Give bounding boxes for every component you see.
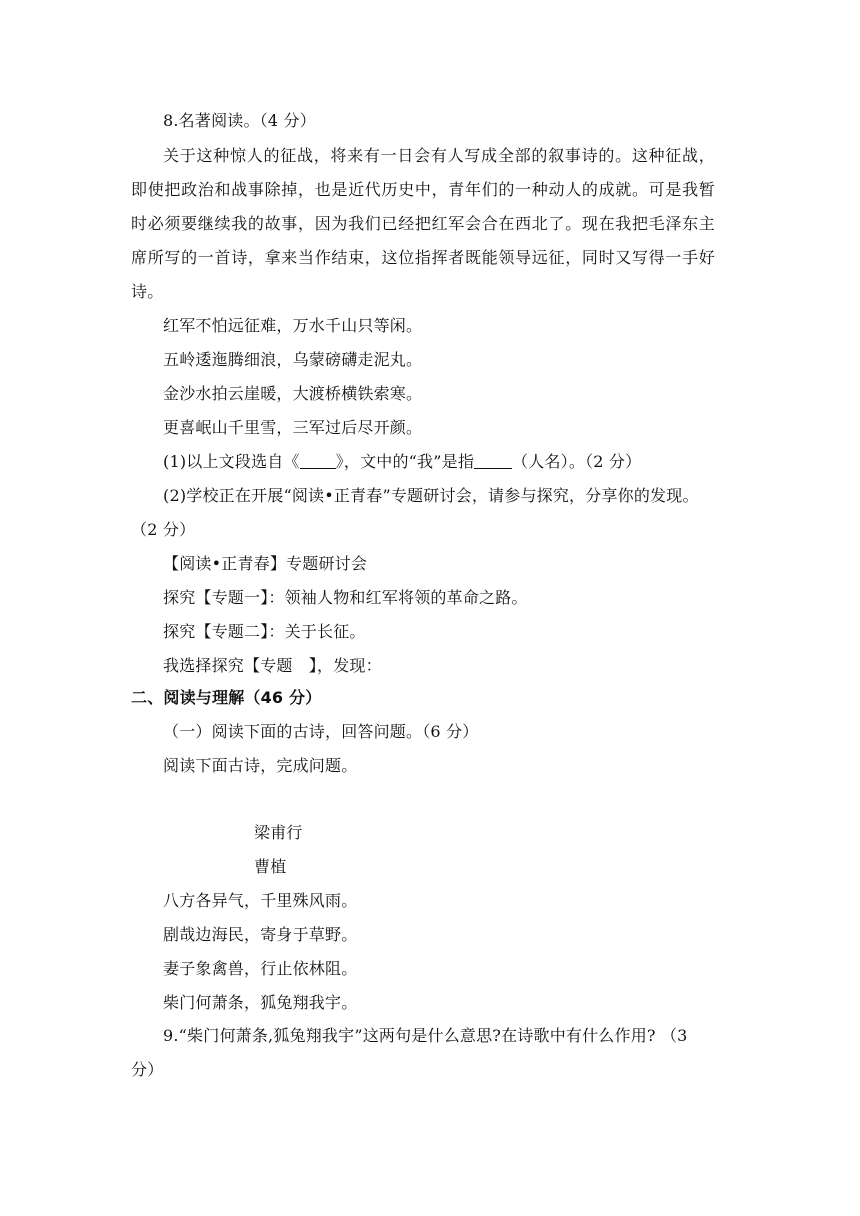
q8-sub1-part-b: 》，文中的“我”是指 — [335, 452, 475, 471]
person-name-blank[interactable] — [474, 452, 512, 469]
poem-line-1: 八方各异气，千里殊风雨。 — [163, 891, 358, 910]
poem-line-4: 柴门何萧条，狐兔翔我宇。 — [163, 993, 358, 1012]
q8-passage-line-1: 关于这种惊人的征战，将来有一日会有人写成全部的叙事诗的。这种征战， — [163, 146, 715, 165]
topic-choice: 我选择探究【专题 】，发现： — [163, 656, 382, 675]
poem-line-3: 妻子象禽兽，行止依林阻。 — [163, 959, 358, 978]
q8-poem-line-2: 五岭逶迤腾细浪，乌蒙磅礴走泥丸。 — [163, 350, 423, 369]
topic-two: 探究【专题二】：关于长征。 — [163, 622, 366, 641]
q8-poem-line-3: 金沙水拍云崖暖，大渡桥横铁索寒。 — [163, 384, 423, 403]
q8-poem-line-1: 红军不怕远征难，万水千山只等闲。 — [163, 316, 423, 335]
poem-title: 梁甫行 — [254, 823, 303, 842]
section-two-heading: 二、阅读与理解（46 分） — [131, 688, 322, 707]
q8-sub1 — [163, 452, 641, 472]
q8-passage-line-4: 席所写的一首诗，拿来当作结束，这位指挥者既能领导远征，同时又写得一手好 — [131, 248, 715, 267]
q8-passage-line-2: 即使把政治和战事除掉，也是近代历史中，青年们的一种动人的成就。可是我暂 — [131, 180, 715, 199]
q8-passage-line-3: 时必须要继续我的故事，因为我们已经把红军会合在西北了。现在我把毛泽东主 — [131, 214, 715, 233]
q9-line-2: 分） — [131, 1060, 164, 1079]
q8-sub1-part-c: （人名）。（2 分） — [512, 452, 642, 471]
topic-one: 探究【专题一】：领袖人物和红军将领的革命之路。 — [163, 588, 528, 607]
q8-title: 8.名著阅读。（4 分） — [163, 111, 316, 130]
q8-sub2-line-1: (2)学校正在开展“阅读•正青春”专题研讨会，请参与探究，分享你的发现。 — [163, 486, 699, 505]
book-title-blank[interactable] — [300, 452, 336, 469]
q8-passage-line-5: 诗。 — [131, 282, 164, 301]
q8-sub1-part-a: (1)以上文段选自《 — [163, 452, 300, 471]
part-one-heading: （一）阅读下面的古诗，回答问题。（6 分） — [163, 722, 479, 741]
poem-instruction: 阅读下面古诗，完成问题。 — [163, 756, 358, 775]
q8-poem-line-4: 更喜岷山千里雪，三军过后尽开颜。 — [163, 418, 423, 437]
poem-author: 曹植 — [254, 857, 287, 876]
q9-line-1: 9.“柴门何萧条,狐兔翔我宇”这两句是什么意思?在诗歌中有什么作用? （3 — [163, 1026, 688, 1045]
q8-sub2-line-2: （2 分） — [131, 520, 196, 539]
poem-line-2: 剧哉边海民，寄身于草野。 — [163, 925, 358, 944]
seminar-title: 【阅读•正青春】专题研讨会 — [163, 554, 368, 573]
